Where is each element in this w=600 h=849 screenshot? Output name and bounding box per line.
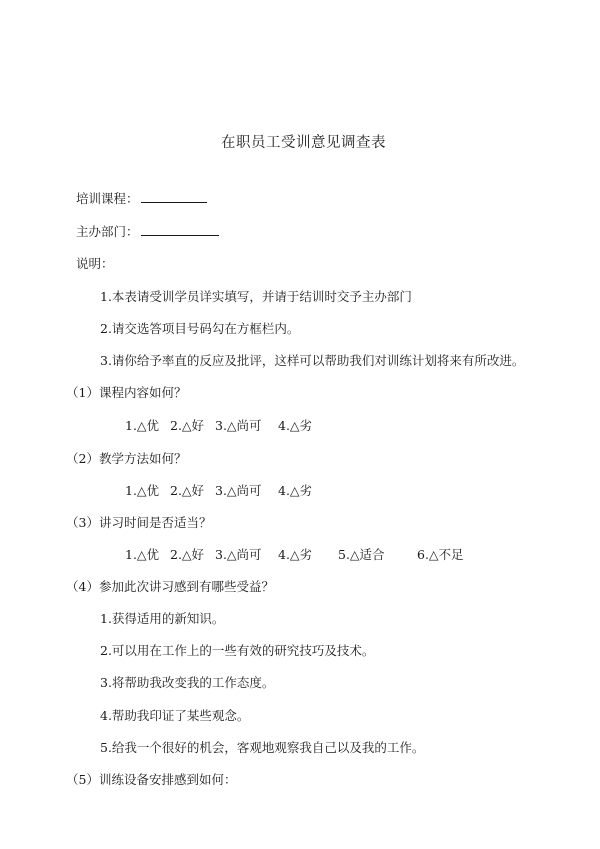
option-item[interactable]: 1.△优: [125, 547, 160, 562]
option-item[interactable]: 6.△不足: [417, 547, 464, 562]
department-blank[interactable]: [141, 224, 219, 236]
page-title: 在职员工受训意见调查表: [221, 135, 386, 151]
option-item[interactable]: 2.△好: [170, 418, 205, 433]
option-item[interactable]: 1.△优: [125, 483, 160, 498]
option-item[interactable]: 5.△适合: [338, 547, 385, 562]
option-item[interactable]: 4.△劣: [278, 483, 313, 498]
benefit-item: 1.获得适用的新知识。: [100, 611, 225, 626]
option-item[interactable]: 4.△劣: [278, 418, 313, 433]
benefit-item: 5.给我一个很好的机会，客观地观察我自己以及我的工作。: [100, 740, 425, 755]
department-label: 主办部门：: [76, 224, 139, 239]
note-item: 3.请你给予率直的反应及批评，这样可以帮助我们对训练计划将来有所改进。: [100, 353, 525, 368]
option-item[interactable]: 1.△优: [125, 418, 160, 433]
option-item[interactable]: 4.△劣: [278, 547, 313, 562]
option-item[interactable]: 2.△好: [170, 483, 205, 498]
benefit-item: 4.帮助我印证了某些观念。: [100, 708, 250, 723]
question-1-label: （1）课程内容如何？: [66, 385, 187, 400]
option-item[interactable]: 2.△好: [170, 547, 205, 562]
option-item[interactable]: 3.△尚可: [215, 483, 262, 498]
note-item: 1.本表请受训学员详实填写，并请于结训时交予主办部门: [100, 289, 412, 304]
note-item: 2.请交选答项目号码勾在方框栏内。: [100, 321, 300, 336]
notes-heading: 说明：: [76, 256, 114, 271]
option-item[interactable]: 3.△尚可: [215, 547, 262, 562]
question-2-label: （2）教学方法如何？: [66, 451, 187, 466]
department-field: [76, 224, 219, 240]
benefit-item: 2.可以用在工作上的一些有效的研究技巧及技术。: [100, 643, 375, 658]
question-2-options: [125, 483, 312, 499]
question-1-options: [125, 418, 312, 434]
question-3-label: （3）讲习时间是否适当？: [66, 515, 212, 530]
option-item[interactable]: 3.△尚可: [215, 418, 262, 433]
course-blank[interactable]: [141, 191, 207, 203]
course-field: [76, 191, 207, 207]
question-5-label: （5）训练设备安排感到如何：: [66, 772, 237, 787]
question-4-label: （4）参加此次讲习感到有哪些受益？: [66, 579, 274, 594]
course-label: 培训课程：: [76, 191, 139, 206]
question-3-options: [125, 547, 464, 563]
benefit-item: 3.将帮助我改变我的工作态度。: [100, 675, 275, 690]
